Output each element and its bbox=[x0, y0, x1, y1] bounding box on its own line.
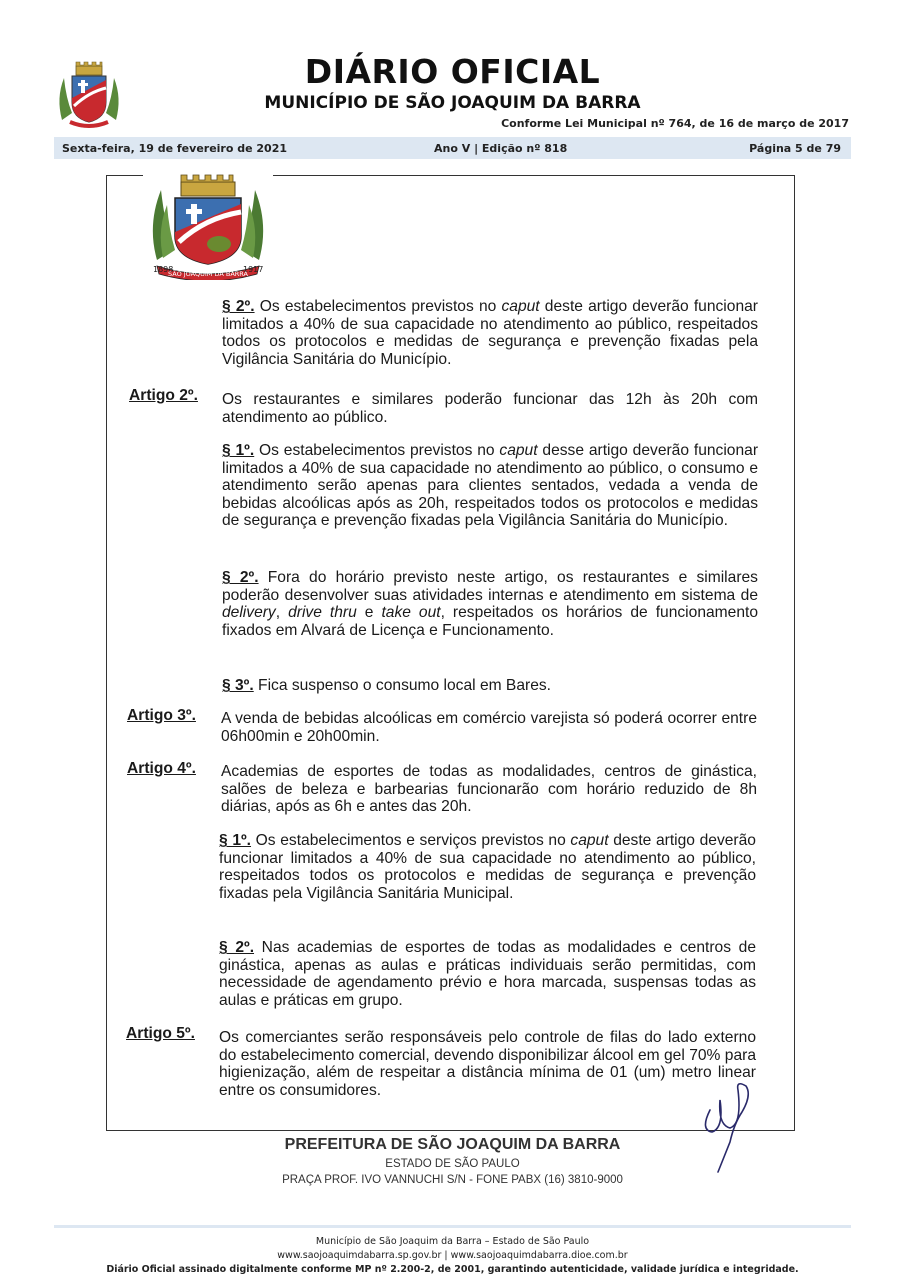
article-2-text: Os restaurantes e similares poderão funcionar das 12h às 20h com atendimento ao público. bbox=[222, 391, 758, 426]
state-name: ESTADO DE SÃO PAULO bbox=[385, 1158, 520, 1170]
law-reference: Conforme Lei Municipal nº 764, de 16 de março de 2017 bbox=[501, 117, 849, 130]
prefecture-name: PREFEITURA DE SÃO JOAQUIM DA BARRA bbox=[284, 1136, 621, 1153]
crest-year-left: 1898 bbox=[153, 265, 174, 274]
municipal-crest-image bbox=[143, 170, 273, 280]
article-5-label: Artigo 5º. bbox=[126, 1025, 195, 1042]
footer-websites: www.saojoaquimdabarra.sp.gov.br | www.saojoaquimdabarra.dioe.com.br bbox=[277, 1250, 628, 1261]
paragraph-label: § 1º. bbox=[219, 832, 252, 849]
paragraph-label: § 3º. bbox=[222, 677, 254, 694]
paragraph-label: § 2º. bbox=[222, 569, 259, 586]
article-3-text: A venda de bebidas alcoólicas em comércio varejista só poderá ocorrer entre 06h00min e 20h00min. bbox=[221, 710, 757, 745]
article-5-text: Os comerciantes serão responsáveis pelo controle de filas do lado externo do estabelecimento comercial, devendo disponibilizar álcool em gel 70% para higienização, além de respeitar a distância mínima de 01 (um) metro linear entre os consumidores. bbox=[219, 1029, 756, 1099]
edition-number: Ano V | Edição nº 818 bbox=[434, 142, 568, 155]
article-3-label: Artigo 3º. bbox=[127, 707, 196, 724]
article-4-text: Academias de esportes de todas as modalidades, centros de ginástica, salões de beleza e barbearias funcionarão com horário reduzido de 8h diárias, após as 6h e antes das 20h. bbox=[221, 763, 757, 816]
article-2-paragraph-2: § 2º. Fora do horário previsto neste artigo, os restaurantes e similares poderão desenvolver suas atividades internas e atendimento em sistema de delivery, drive thru e take out, respeitados os horários de funcionamento fixados em Alvará de Licença e Funcionamento. bbox=[222, 569, 758, 639]
footer-divider bbox=[54, 1225, 851, 1228]
paragraph-label: § 1º. bbox=[222, 442, 255, 459]
paragraph-label: § 2º. bbox=[222, 298, 255, 315]
crest-ribbon-text: SÃO JOAQUIM DA BARRA bbox=[167, 270, 249, 278]
article-2-label: Artigo 2º. bbox=[129, 387, 198, 404]
municipality-name: MUNICÍPIO DE SÃO JOAQUIM DA BARRA bbox=[264, 93, 641, 113]
article-4-paragraph-1: § 1º. Os estabelecimentos e serviços previstos no caput deste artigo deverão funcionar limitados a 40% de sua capacidade no atendimento ao público, respeitados todos os protocolos e medidas de segurança e prevenção fixadas pela Vigilância Sanitária Municipal. bbox=[219, 832, 756, 902]
page-number: Página 5 de 79 bbox=[749, 142, 841, 155]
article-4-label: Artigo 4º. bbox=[127, 760, 196, 777]
article-4-paragraph-2: § 2º. Nas academias de esportes de todas as modalidades e centros de ginástica, apenas as aulas e práticas individuais serão permitidas, com necessidade de agendamento prévio e hora marcada, suspensas todas as aulas e práticas em grupo. bbox=[219, 939, 756, 1009]
footer-digital-signature-note: Diário Oficial assinado digitalmente conforme MP nº 2.200-2, de 2001, garantindo autenticidade, validade jurídica e integridade. bbox=[106, 1264, 799, 1275]
article-1-paragraph-2: § 2º. Os estabelecimentos previstos no caput deste artigo deverão funcionar limitados a 40% de sua capacidade no atendimento ao público, respeitados todos os protocolos e medidas de segurança e prevenção fixadas pela Vigilância Sanitária do Município. bbox=[222, 298, 758, 368]
article-2-paragraph-3: § 3º. Fica suspenso o consumo local em Bares. bbox=[222, 677, 552, 694]
footer-municipality: Município de São Joaquim da Barra – Estado de São Paulo bbox=[315, 1236, 590, 1247]
prefecture-address: PRAÇA PROF. IVO VANNUCHI S/N - FONE PABX (16) 3810-9000 bbox=[282, 1174, 623, 1186]
article-2-paragraph-1: § 1º. Os estabelecimentos previstos no caput desse artigo deverão funcionar limitados a 40% de sua capacidade no atendimento ao público, o consumo e atendimento serão apenas para clientes sentados, vedada a venda de bebidas alcoólicas após as 20h, respeitados todos os protocolos e medidas de segurança e prevenção fixadas pela Vigilância Sanitária do Município. bbox=[222, 442, 759, 530]
publication-date: Sexta-feira, 19 de fevereiro de 2021 bbox=[62, 142, 288, 155]
paragraph-label: § 2º. bbox=[219, 939, 255, 956]
edition-info-bar bbox=[54, 137, 851, 159]
crest-year-right: 1917 bbox=[243, 265, 264, 274]
page-title: DIÁRIO OFICIAL bbox=[304, 52, 601, 91]
handwritten-signature bbox=[690, 1050, 780, 1175]
